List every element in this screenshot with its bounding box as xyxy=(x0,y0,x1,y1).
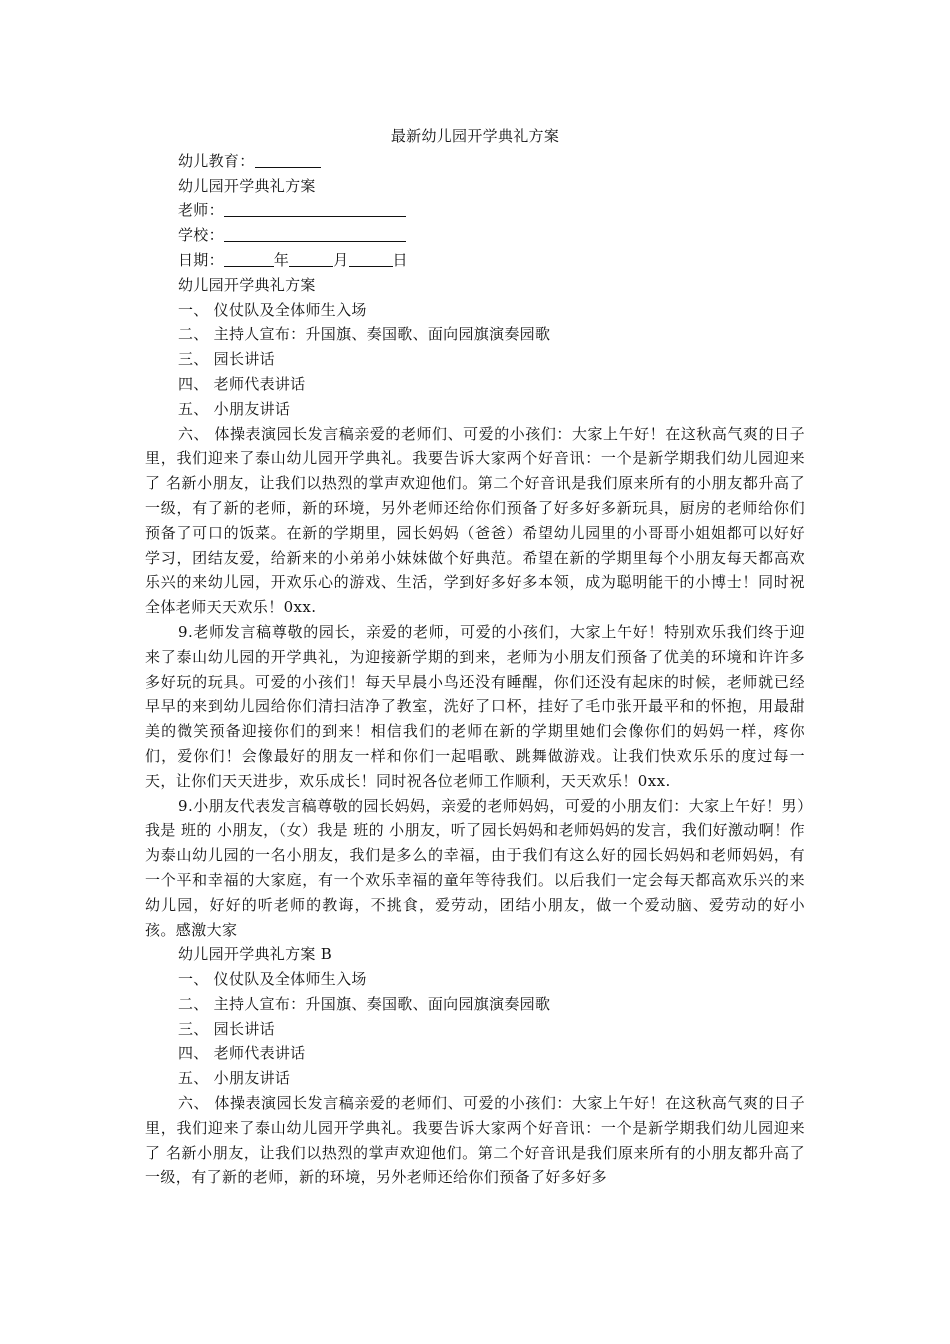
section-a-item: 三、 园长讲话 xyxy=(178,350,275,369)
day-blank xyxy=(349,252,393,267)
edu-label: 幼儿教育： xyxy=(178,151,255,170)
month-label: 月 xyxy=(333,250,349,269)
day-label: 日 xyxy=(392,250,408,269)
date-label: 日期： xyxy=(178,250,224,269)
section-a-title: 幼儿园开学典礼方案 xyxy=(178,275,316,294)
teacher-field xyxy=(145,198,805,223)
date-field xyxy=(145,248,805,273)
month-blank xyxy=(289,252,333,267)
section-b-item: 二、 主持人宣布：升国旗、奏国歌、面向园旗演奏园歌 xyxy=(178,994,551,1013)
section-a-item: 四、 老师代表讲话 xyxy=(178,374,306,393)
child-speech-paragraph: 9.小朋友代表发言稿尊敬的园长妈妈，亲爱的老师妈妈，可爱的小朋友们：大家上午好！男）我是 班的 小朋友，（女）我是 班的 小朋友，听了园长妈妈和老师妈妈的发言，我们好激动啊！作为泰山幼儿园的一名小朋友，我们是多么的幸福，由于我们有这么好的园长妈妈和老师妈妈，有一个平和幸福的大家庭，有一个欢乐幸福的童年等待我们。以后我们一定会每天都高欢乐兴的来幼儿园，好好的听老师的教诲，不挑食，爱劳动，团结小朋友，做一个爱动脑、爱劳动的好小孩。感激大家 xyxy=(145,796,805,939)
year-blank xyxy=(224,252,274,267)
school-blank xyxy=(224,227,406,242)
section-b-title: 幼儿园开学典礼方案 B xyxy=(178,945,333,964)
document-page xyxy=(145,124,805,1190)
school-label: 学校： xyxy=(178,226,224,245)
section-b-item: 一、 仪仗队及全体师生入场 xyxy=(178,970,367,989)
edu-blank xyxy=(255,153,321,168)
teacher-speech-paragraph: 9.老师发言稿尊敬的园长，亲爱的老师，可爱的小孩们，大家上午好！特别欢乐我们终于迎来了泰山幼儿园的开学典礼，为迎接新学期的到来，老师为小朋友们预备了优美的环境和许许多多好玩的玩具。可爱的小孩们！每天早晨小鸟还没有睡醒，你们还没有起床的时候，老师就已经早早的来到幼儿园给你们清扫洁净了教室，洗好了口杯，挂好了毛巾张开最平和的怀抱，用最甜美的微笑预备迎接你们的到来！相信我们的老师在新的学期里她们会像你们的妈妈一样，疼你们，爱你们！会像最好的朋友一样和你们一起唱歌、跳舞做游戏。让我们快欢乐乐的度过每一天，让你们天天进步，欢乐成长！同时祝各位老师工作顺利，天天欢乐！0xx. xyxy=(145,622,805,790)
section-a-item: 五、 小朋友讲话 xyxy=(178,399,291,418)
plan-title: 幼儿园开学典礼方案 xyxy=(178,176,316,195)
section-b-item: 三、 园长讲话 xyxy=(178,1019,275,1038)
section-a-item: 一、 仪仗队及全体师生入场 xyxy=(178,300,367,319)
section-b-item: 五、 小朋友讲话 xyxy=(178,1069,291,1088)
school-field xyxy=(145,223,805,248)
teacher-label: 老师： xyxy=(178,201,224,220)
edu-field xyxy=(145,149,805,174)
director-speech-paragraph-b: 六、 体操表演园长发言稿亲爱的老师们、可爱的小孩们：大家上午好！在这秋高气爽的日子里，我们迎来了泰山幼儿园开学典礼。我要告诉大家两个好音讯：一个是新学期我们幼儿园迎来了 名新小朋友，让我们以热烈的掌声欢迎他们。第二个好音讯是我们原来所有的小朋友都升高了一级，有了新的老师，新的环境，另外老师还给你们预备了好多好多 xyxy=(145,1094,805,1187)
year-label: 年 xyxy=(273,250,290,269)
teacher-blank xyxy=(224,202,406,217)
director-speech-paragraph: 六、 体操表演园长发言稿亲爱的老师们、可爱的小孩们：大家上午好！在这秋高气爽的日子里，我们迎来了泰山幼儿园开学典礼。我要告诉大家两个好音讯：一个是新学期我们幼儿园迎来了 名新小朋友，让我们以热烈的掌声欢迎他们。第二个好音讯是我们原来所有的小朋友都升高了一级，有了新的老师，新的环境，另外老师还给你们预备了好多好多新玩具，厨房的老师给你们预备了可口的饭菜。在新的学期里，园长妈妈（爸爸）希望幼儿园里的小哥哥小姐姐都可以好好学习，团结友爱，给新来的小弟弟小妹妹做个好典范。希望在新的学期里每个小朋友每天都高欢乐兴的来幼儿园，开欢乐心的游戏、生活，学到好多好多本领，成为聪明能干的小博士！同时祝全体老师天天欢乐！0xx. xyxy=(145,424,805,617)
section-b-item: 四、 老师代表讲话 xyxy=(178,1044,306,1063)
section-a-item: 二、 主持人宣布：升国旗、奏国歌、面向园旗演奏园歌 xyxy=(178,325,551,344)
document-title: 最新幼儿园开学典礼方案 xyxy=(390,127,560,145)
